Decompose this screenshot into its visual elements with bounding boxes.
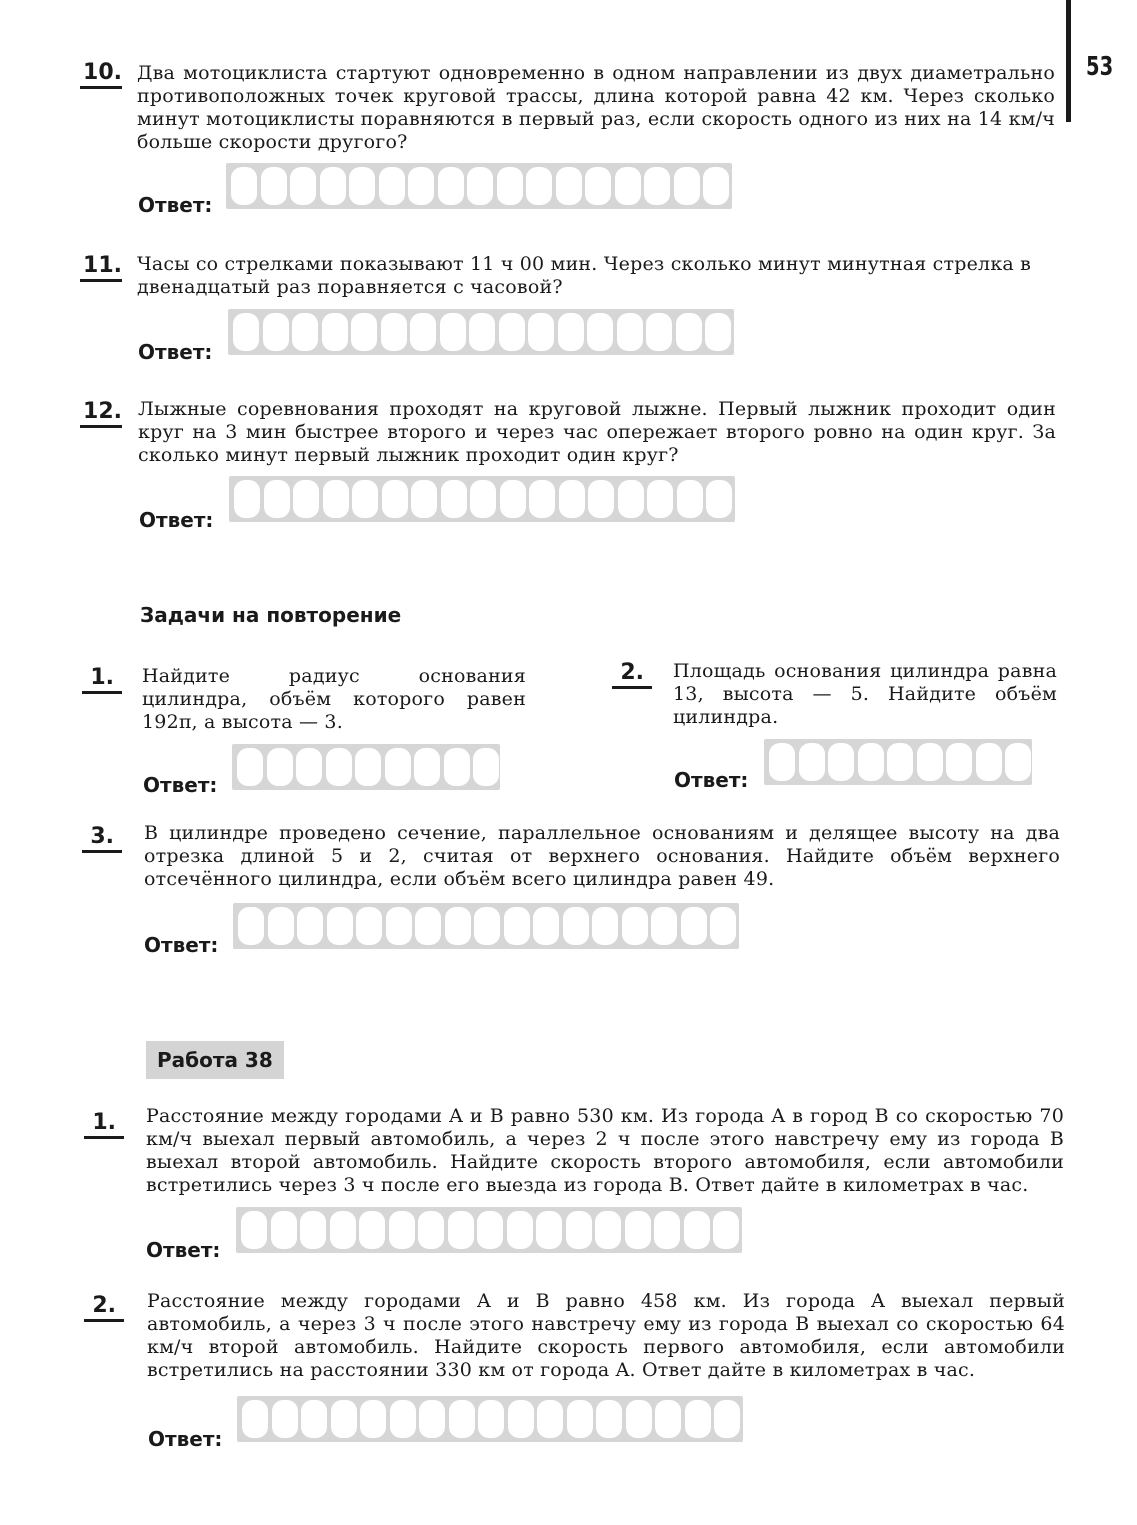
answer-cell[interactable] — [587, 313, 613, 351]
answer-cell[interactable] — [355, 748, 381, 786]
answer-cell[interactable] — [1005, 743, 1031, 781]
answer-cell[interactable] — [320, 167, 346, 205]
answer-cell[interactable] — [474, 907, 500, 945]
answer-cell[interactable] — [326, 748, 352, 786]
answer-cell[interactable] — [676, 313, 702, 351]
answer-cells[interactable] — [232, 744, 500, 790]
answer-cell[interactable] — [497, 167, 523, 205]
answer-cell[interactable] — [477, 1211, 503, 1249]
answer-cell[interactable] — [684, 1211, 710, 1249]
answer-cell[interactable] — [566, 1211, 592, 1249]
task-number: 11. — [83, 253, 122, 278]
answer-cell[interactable] — [300, 1211, 326, 1249]
answer-cell[interactable] — [713, 1211, 739, 1249]
answer-cell[interactable] — [415, 907, 441, 945]
task-number-underline — [80, 425, 122, 428]
answer-cell[interactable] — [293, 480, 319, 518]
answer-cell[interactable] — [445, 907, 471, 945]
answer-cell[interactable] — [533, 907, 559, 945]
answer-cells[interactable] — [237, 1396, 743, 1442]
task-number-underline — [84, 1319, 124, 1322]
answer-cell[interactable] — [685, 1400, 711, 1438]
answer-cell[interactable] — [238, 907, 264, 945]
answer-cell[interactable] — [651, 907, 677, 945]
task-number-underline — [82, 691, 122, 694]
answer-cell[interactable] — [297, 907, 323, 945]
answer-cell[interactable] — [646, 313, 672, 351]
task-text: Площадь основания цилиндра равна 13, высота — 5. Найдите объём цилиндра. — [673, 660, 1057, 728]
answer-label: Ответ: — [148, 1427, 223, 1451]
answer-cell[interactable] — [438, 167, 464, 205]
answer-cell[interactable] — [441, 480, 467, 518]
answer-cell[interactable] — [644, 167, 670, 205]
answer-cell[interactable] — [360, 1400, 386, 1438]
answer-cell[interactable] — [828, 743, 854, 781]
answer-cell[interactable] — [559, 480, 585, 518]
answer-cells[interactable] — [226, 163, 732, 209]
task-number-underline — [80, 279, 122, 282]
answer-cell[interactable] — [234, 480, 260, 518]
answer-cell[interactable] — [349, 167, 375, 205]
answer-cell[interactable] — [267, 748, 293, 786]
answer-cell[interactable] — [710, 907, 736, 945]
answer-cell[interactable] — [261, 167, 287, 205]
answer-cell[interactable] — [529, 480, 555, 518]
page-edge-bar — [1066, 0, 1071, 122]
answer-label: Ответ: — [143, 773, 218, 797]
answer-cell[interactable] — [419, 1400, 445, 1438]
task-text: Лыжные соревнования проходят на круговой лыжне. Первый лыжник проходит один круг на 3 мин быстрее второго и через час опережает второго ровно на один круг. За сколько минут первый лыжник проходит один круг? — [138, 398, 1056, 466]
answer-cell[interactable] — [290, 167, 316, 205]
answer-cell[interactable] — [330, 1211, 356, 1249]
answer-cell[interactable] — [264, 480, 290, 518]
task-text: Два мотоциклиста стартуют одновременно в одном направлении из двух диаметрально противоположных точек круговой трассы, длина которой равна 42 км. Через сколько минут мотоциклисты поравняются в первый раз, если скорость одного из них на 14 км/ч больше скорости другого? — [137, 62, 1055, 153]
answer-cell[interactable] — [536, 1211, 562, 1249]
answer-cell[interactable] — [444, 748, 470, 786]
task-number: 1. — [92, 1110, 116, 1135]
answer-cell[interactable] — [588, 480, 614, 518]
answer-cell[interactable] — [858, 743, 884, 781]
answer-cell[interactable] — [440, 313, 466, 351]
answer-label: Ответ: — [674, 768, 749, 792]
answer-cell[interactable] — [469, 313, 495, 351]
answer-cell[interactable] — [292, 313, 318, 351]
answer-cell[interactable] — [296, 748, 322, 786]
answer-cell[interactable] — [379, 167, 405, 205]
answer-cell[interactable] — [331, 1400, 357, 1438]
task-text: Часы со стрелками показывают 11 ч 00 мин. Через сколько минут минутная стрелка в двенадцатый раз поравняется с часовой? — [137, 253, 1032, 298]
answer-cell[interactable] — [946, 743, 972, 781]
answer-cell[interactable] — [674, 167, 700, 205]
answer-cell[interactable] — [271, 1211, 297, 1249]
answer-cell[interactable] — [596, 1400, 622, 1438]
answer-cell[interactable] — [585, 167, 611, 205]
answer-cell[interactable] — [381, 313, 407, 351]
answer-cell[interactable] — [595, 1211, 621, 1249]
answer-cell[interactable] — [410, 313, 436, 351]
answer-cell[interactable] — [411, 480, 437, 518]
work-title-badge: Работа 38 — [146, 1041, 284, 1079]
answer-cell[interactable] — [625, 1211, 651, 1249]
answer-cells[interactable] — [236, 1207, 742, 1253]
answer-cell[interactable] — [563, 907, 589, 945]
answer-cell[interactable] — [647, 480, 673, 518]
answer-cells[interactable] — [229, 476, 735, 522]
answer-cell[interactable] — [351, 313, 377, 351]
task-number-underline — [82, 850, 122, 853]
answer-cell[interactable] — [622, 907, 648, 945]
section-title: Задачи на повторение — [140, 603, 402, 627]
answer-cell[interactable] — [323, 480, 349, 518]
answer-cell[interactable] — [917, 743, 943, 781]
answer-label: Ответ: — [144, 933, 219, 957]
answer-cell[interactable] — [233, 313, 259, 351]
answer-label: Ответ: — [138, 193, 213, 217]
answer-cell[interactable] — [301, 1400, 327, 1438]
answer-cell[interactable] — [499, 313, 525, 351]
answer-cell[interactable] — [386, 907, 412, 945]
answer-cell[interactable] — [681, 907, 707, 945]
answer-cell[interactable] — [389, 1211, 415, 1249]
answer-cell[interactable] — [887, 743, 913, 781]
answer-cell[interactable] — [478, 1400, 504, 1438]
answer-cells[interactable] — [228, 309, 734, 355]
answer-cell[interactable] — [677, 480, 703, 518]
answer-cell[interactable] — [655, 1400, 681, 1438]
task-text: В цилиндре проведено сечение, параллельное основаниям и делящее высоту на два отрезка длиной 5 и 2, считая от верхнего основания. Найдите объём верхнего отсечённого цилиндра, если объём всего цилиндра равен 49. — [144, 822, 1060, 890]
answer-cell[interactable] — [703, 167, 729, 205]
answer-cells[interactable] — [764, 739, 1032, 785]
answer-cell[interactable] — [272, 1400, 298, 1438]
answer-cell[interactable] — [359, 1211, 385, 1249]
answer-cell[interactable] — [268, 907, 294, 945]
answer-cell[interactable] — [526, 167, 552, 205]
task-number: 3. — [90, 824, 114, 849]
answer-cell[interactable] — [507, 1211, 533, 1249]
task-number-underline — [84, 1136, 124, 1139]
task-text: Расстояние между городами A и B равно 458 км. Из города A выехал первый автомобиль, а через 3 ч после этого навстречу ему из города B выехал со скоростью 64 км/ч второй автомобиль. Найдите скорость первого автомобиля, если автомобили встретились на расстоянии 330 км от города A. Ответ дайте в километрах в час. — [147, 1290, 1065, 1381]
answer-cell[interactable] — [408, 167, 434, 205]
answer-cell[interactable] — [449, 1400, 475, 1438]
answer-cell[interactable] — [705, 313, 731, 351]
answer-cell[interactable] — [352, 480, 378, 518]
answer-cell[interactable] — [356, 907, 382, 945]
answer-cell[interactable] — [504, 907, 530, 945]
answer-cell[interactable] — [567, 1400, 593, 1438]
task-number: 12. — [83, 399, 122, 424]
task-text: Расстояние между городами A и B равно 530 км. Из города A в город B со скоростью 70 км/ч выехал первый автомобиль, а через 2 ч после этого навстречу ему из города B выехал второй автомобиль. Найдите скорость второго автомобиля, если автомобили встретились через 3 ч после его выезда из города B. Ответ дайте в километрах в час. — [146, 1105, 1064, 1196]
answer-cell[interactable] — [799, 743, 825, 781]
answer-cell[interactable] — [327, 907, 353, 945]
task-number-underline — [612, 686, 652, 689]
answer-cell[interactable] — [390, 1400, 416, 1438]
answer-cell[interactable] — [241, 1211, 267, 1249]
answer-cell[interactable] — [508, 1400, 534, 1438]
answer-cell[interactable] — [467, 167, 493, 205]
answer-label: Ответ: — [138, 340, 213, 364]
answer-cell[interactable] — [448, 1211, 474, 1249]
task-number: 1. — [90, 665, 114, 690]
answer-cell[interactable] — [473, 748, 499, 786]
answer-cell[interactable] — [654, 1211, 680, 1249]
answer-cell[interactable] — [769, 743, 795, 781]
task-number: 2. — [92, 1293, 116, 1318]
answer-cell[interactable] — [237, 748, 263, 786]
answer-cell[interactable] — [537, 1400, 563, 1438]
answer-cell[interactable] — [558, 313, 584, 351]
task-number: 2. — [620, 660, 644, 685]
answer-cell[interactable] — [976, 743, 1002, 781]
answer-cell[interactable] — [592, 907, 618, 945]
answer-cell[interactable] — [500, 480, 526, 518]
task-number: 10. — [83, 60, 122, 85]
page-number: 53 — [1086, 52, 1114, 82]
answer-label: Ответ: — [146, 1238, 221, 1262]
answer-cell[interactable] — [556, 167, 582, 205]
answer-label: Ответ: — [139, 508, 214, 532]
task-number-underline — [80, 86, 122, 89]
answer-cell[interactable] — [617, 313, 643, 351]
answer-cell[interactable] — [470, 480, 496, 518]
answer-cell[interactable] — [626, 1400, 652, 1438]
task-text: Найдите радиус основания цилиндра, объём которого равен 192π, а высота — 3. — [142, 665, 526, 733]
answer-cell[interactable] — [615, 167, 641, 205]
answer-cell[interactable] — [528, 313, 554, 351]
answer-cell[interactable] — [263, 313, 289, 351]
answer-cell[interactable] — [418, 1211, 444, 1249]
answer-cell[interactable] — [231, 167, 257, 205]
answer-cell[interactable] — [706, 480, 732, 518]
answer-cell[interactable] — [242, 1400, 268, 1438]
answer-cell[interactable] — [382, 480, 408, 518]
answer-cells[interactable] — [233, 903, 739, 949]
answer-cell[interactable] — [322, 313, 348, 351]
answer-cell[interactable] — [385, 748, 411, 786]
answer-cell[interactable] — [714, 1400, 740, 1438]
answer-cell[interactable] — [618, 480, 644, 518]
answer-cell[interactable] — [414, 748, 440, 786]
